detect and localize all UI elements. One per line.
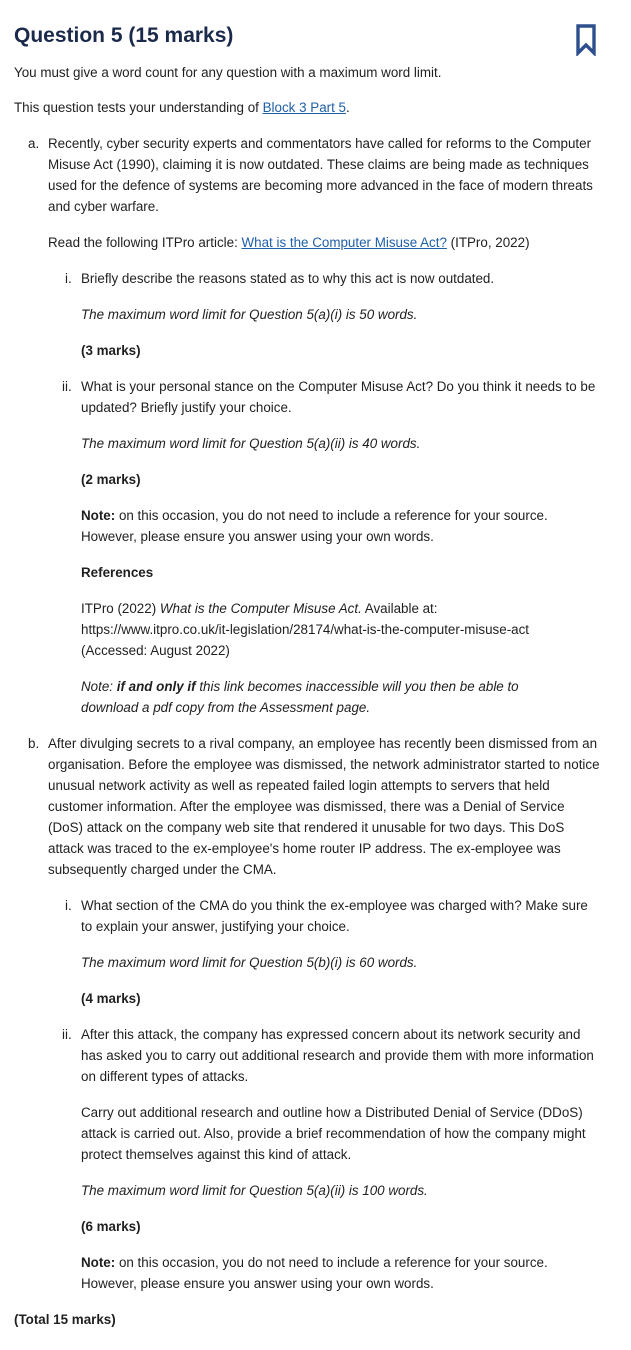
note-label: Note: — [81, 1255, 116, 1270]
question-page — [14, 0, 604, 1327]
note-label: Note: — [81, 508, 116, 523]
part-b-ii-marker: ii. — [62, 1027, 72, 1042]
read-article — [48, 232, 602, 253]
read-prefix: Read the following ITPro article: — [48, 235, 242, 250]
part-b-i-marker: i. — [65, 898, 72, 913]
ref-title: What is the Computer Misuse Act. — [159, 601, 362, 616]
total-marks: (Total 15 marks) — [14, 1312, 116, 1327]
part-a-text: Recently, cyber security experts and commentators have called for reforms to the Computer Misuse Act (1990), claiming it is now outdated. These claims are being made as techniques used for the defence of systems are becoming more advanced in the face of modern threats and cyber warfare. — [48, 136, 593, 214]
tests-understanding — [14, 97, 350, 118]
part-b-ii-marks: (6 marks) — [81, 1219, 141, 1234]
tests-suffix: . — [345, 100, 350, 115]
part-a-i-marker: i. — [65, 271, 72, 286]
article-link[interactable]: What is the Computer Misuse Act? — [241, 235, 447, 250]
part-b-ii-note — [81, 1252, 602, 1294]
part-a-i-limit: The maximum word limit for Question 5(a)(i) is 50 words. — [81, 307, 418, 322]
part-b-ii-limit: The maximum word limit for Question 5(a)(ii) is 100 words. — [81, 1183, 428, 1198]
part-b-i-limit: The maximum word limit for Question 5(b)(i) is 60 words. — [81, 955, 418, 970]
note-text: on this occasion, you do not need to include a reference for your source. However, please ensure you answer using your own words. — [81, 508, 548, 544]
part-a-ii-note — [81, 505, 602, 547]
part-b-marker: b. — [28, 736, 40, 751]
title-row — [14, 0, 604, 70]
tests-prefix: This question tests your understanding of — [14, 100, 263, 115]
part-a-ii-text: What is your personal stance on the Computer Misuse Act? Do you think it needs to be updated? Briefly justify your choice. — [81, 379, 596, 415]
part-b-i-text: What section of the CMA do you think the ex-employee was charged with? Make sure to explain your answer, justifying your choice. — [81, 898, 588, 934]
part-a-marker: a. — [28, 136, 40, 151]
part-a-ii-marks: (2 marks) — [81, 472, 141, 487]
question-title: Question 5 (15 marks) — [14, 24, 234, 47]
part-a-i-text: Briefly describe the reasons stated as to why this act is now outdated. — [81, 271, 495, 286]
part-b-ii-text: After this attack, the company has expressed concern about its network security and has asked you to carry out additional research and provide them with more information on different types of attacks. — [81, 1027, 594, 1084]
pdf-note — [81, 676, 571, 718]
ref-available: Available at: https://www.itpro.co.uk/it-legislation/28174/what-is-the-computer-misuse-act (Accessed: August 2022) — [81, 601, 530, 658]
references-heading: References — [81, 565, 154, 580]
pdf-note-rest: this link becomes inaccessible will you then be able to download a pdf copy from the Assessment page. — [81, 679, 519, 715]
word-count-note: You must give a word count for any question with a maximum word limit. — [14, 65, 442, 80]
pdf-note-bold: if and only if — [116, 679, 196, 694]
note-text: on this occasion, you do not need to include a reference for your source. However, please ensure you answer using your own words. — [81, 1255, 548, 1291]
ref-author: ITPro (2022) — [81, 601, 160, 616]
read-suffix: (ITPro, 2022) — [446, 235, 530, 250]
part-a-ii-marker: ii. — [62, 379, 72, 394]
block-link[interactable]: Block 3 Part 5 — [262, 100, 346, 115]
part-b-ii-text2: Carry out additional research and outline how a Distributed Denial of Service (DDoS) attack is carried out. Also, provide a brief recommendation of how the company might protect themselves against this kind of attack. — [81, 1105, 586, 1162]
part-a-ii-limit: The maximum word limit for Question 5(a)(ii) is 40 words. — [81, 436, 421, 451]
part-a-i-marks: (3 marks) — [81, 343, 141, 358]
part-b-text: After divulging secrets to a rival company, an employee has recently been dismissed from an organisation. Before the employee was dismissed, the network administrator started to notice unusual network activity as well as repeated failed login attempts to servers that held customer information. After the employee was dismissed, there was a Denial of Service (DoS) attack on the company web site that rendered it unusable for two days. This DoS attack was traced to the ex-employee's home router IP address. The ex-employee was subsequently charged under the CMA. — [48, 736, 600, 877]
pdf-note-prefix: Note: — [81, 679, 117, 694]
bookmark-icon[interactable] — [575, 24, 597, 56]
reference-entry — [81, 598, 581, 661]
part-b-i-marks: (4 marks) — [81, 991, 141, 1006]
